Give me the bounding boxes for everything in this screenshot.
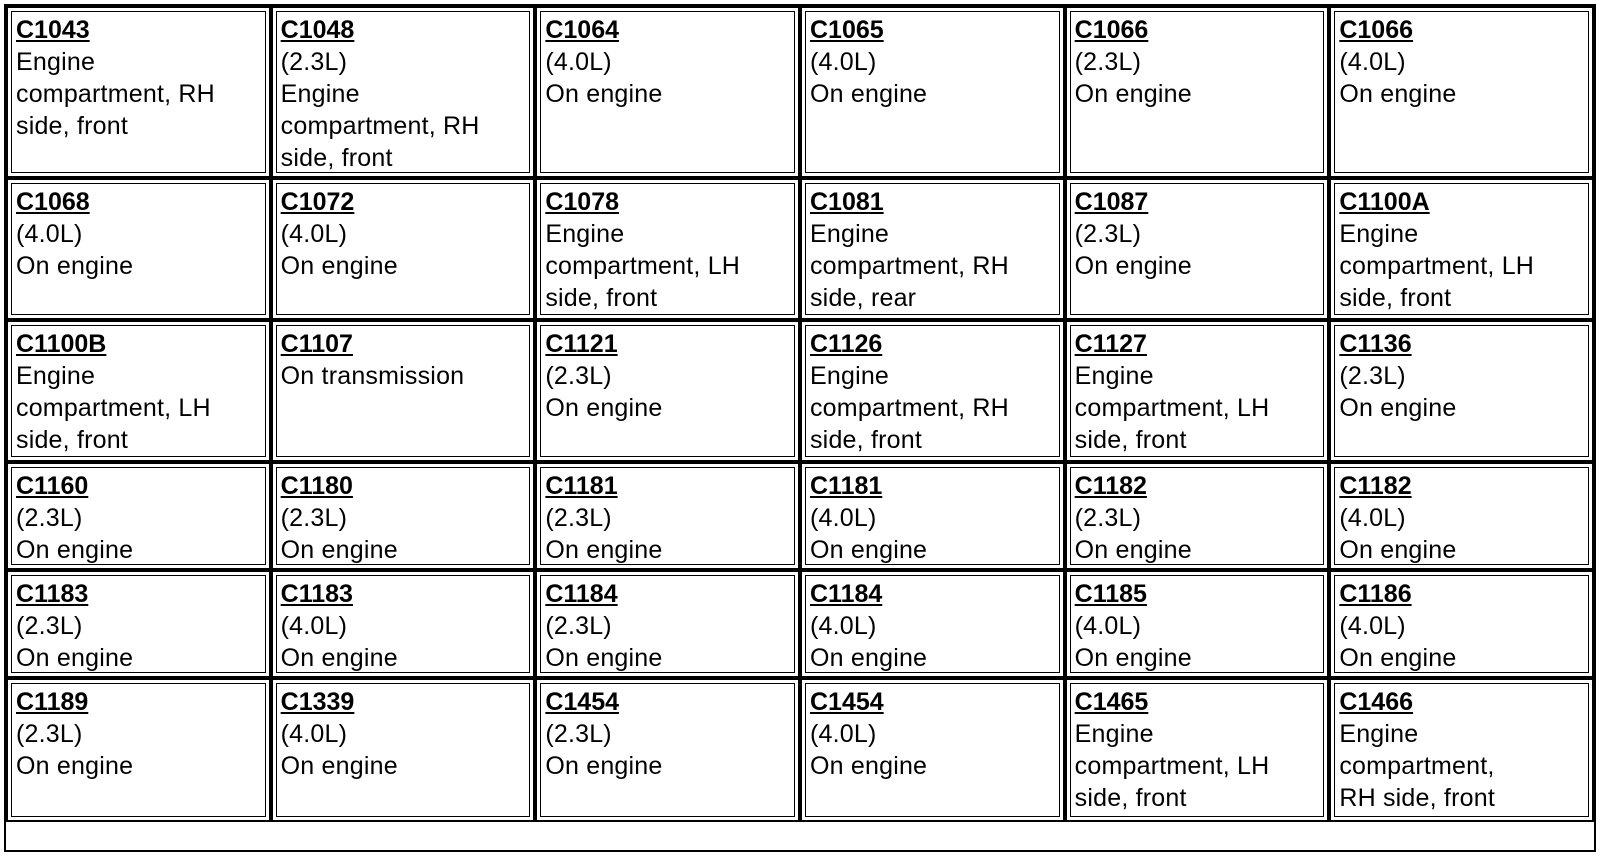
connector-location-line: On engine bbox=[1074, 644, 1192, 672]
connector-location-line: compartment, LH bbox=[1339, 252, 1535, 280]
connector-location-line: (2.3L) bbox=[1074, 48, 1142, 76]
connector-cell bbox=[1329, 678, 1594, 822]
connector-location-line: (4.0L) bbox=[1074, 612, 1142, 640]
connector-cell bbox=[6, 320, 271, 462]
connector-cell bbox=[1065, 320, 1330, 462]
connector-code-link[interactable]: C1100A bbox=[1339, 188, 1430, 216]
connector-location-line: On engine bbox=[280, 536, 398, 564]
connector-location-line: Engine bbox=[809, 220, 890, 248]
connector-code-link[interactable]: C1064 bbox=[545, 16, 619, 44]
connector-code-link[interactable]: C1180 bbox=[280, 472, 353, 500]
connector-cell bbox=[1329, 570, 1594, 678]
connector-location-line: (2.3L) bbox=[545, 612, 612, 640]
connector-code-link[interactable]: C1048 bbox=[280, 16, 355, 44]
connector-location-line: On engine bbox=[1339, 80, 1457, 108]
connector-location-line: On engine bbox=[545, 80, 663, 108]
connector-code-link[interactable]: C1184 bbox=[809, 580, 883, 608]
connector-cell bbox=[535, 678, 800, 822]
connector-code-link[interactable]: C1127 bbox=[1074, 330, 1147, 358]
connector-cell bbox=[6, 6, 271, 178]
connector-location-line: On engine bbox=[809, 536, 928, 564]
connector-code-link[interactable]: C1184 bbox=[545, 580, 618, 608]
connector-location-line: On engine bbox=[1074, 80, 1192, 108]
connector-cell bbox=[800, 462, 1065, 570]
connector-code-link[interactable]: C1078 bbox=[545, 188, 619, 216]
connector-cell bbox=[1329, 178, 1594, 320]
connector-cell bbox=[271, 570, 536, 678]
connector-code-link[interactable]: C1182 bbox=[1074, 472, 1147, 500]
connector-cell bbox=[535, 462, 800, 570]
connector-cell bbox=[6, 178, 271, 320]
connector-location-line: side, front bbox=[1339, 284, 1452, 312]
connector-location-table bbox=[4, 4, 1596, 852]
connector-location-line: compartment, RH bbox=[809, 394, 1009, 422]
connector-location-line: Engine bbox=[16, 362, 96, 390]
connector-location-line: Engine bbox=[1074, 362, 1154, 390]
connector-location-line: side, front bbox=[1074, 426, 1187, 454]
connector-code-link[interactable]: C1068 bbox=[16, 188, 90, 216]
connector-location-line: side, rear bbox=[809, 284, 917, 312]
connector-cell bbox=[535, 320, 800, 462]
connector-location-line: compartment, LH bbox=[545, 252, 741, 280]
connector-code-link[interactable]: C1126 bbox=[809, 330, 883, 358]
connector-location-line: (2.3L) bbox=[545, 720, 612, 748]
connector-location-line: (4.0L) bbox=[1339, 48, 1406, 76]
connector-code-link[interactable]: C1072 bbox=[280, 188, 355, 216]
connector-location-line: (2.3L) bbox=[16, 504, 83, 532]
connector-location-line: compartment, RH bbox=[16, 80, 215, 108]
connector-code-link[interactable]: C1182 bbox=[1339, 472, 1412, 500]
connector-location-line: On engine bbox=[545, 536, 663, 564]
connector-location-line: (4.0L) bbox=[1339, 612, 1406, 640]
connector-cell bbox=[535, 6, 800, 178]
connector-location-line: compartment, LH bbox=[1074, 394, 1270, 422]
connector-cell bbox=[271, 678, 536, 822]
connector-code-link[interactable]: C1181 bbox=[809, 472, 883, 500]
connector-location-line: (4.0L) bbox=[809, 48, 877, 76]
connector-code-link[interactable]: C1065 bbox=[809, 16, 884, 44]
connector-code-link[interactable]: C1454 bbox=[809, 688, 884, 716]
connector-cell bbox=[535, 178, 800, 320]
connector-code-link[interactable]: C1465 bbox=[1074, 688, 1149, 716]
connector-code-link[interactable]: C1181 bbox=[545, 472, 618, 500]
connector-code-link[interactable]: C1107 bbox=[280, 330, 353, 358]
connector-location-line: (4.0L) bbox=[809, 504, 877, 532]
connector-code-link[interactable]: C1081 bbox=[809, 188, 884, 216]
connector-location-line: (2.3L) bbox=[1074, 504, 1142, 532]
connector-cell bbox=[271, 6, 536, 178]
connector-cell bbox=[800, 178, 1065, 320]
connector-location-line: (4.0L) bbox=[280, 720, 348, 748]
connector-cell bbox=[1065, 178, 1330, 320]
connector-cell bbox=[271, 462, 536, 570]
connector-location-line: Engine bbox=[1339, 720, 1419, 748]
connector-cell bbox=[6, 462, 271, 570]
connector-location-line: side, front bbox=[1074, 784, 1187, 812]
connector-code-link[interactable]: C1466 bbox=[1339, 688, 1413, 716]
connector-location-line: side, front bbox=[280, 144, 393, 172]
connector-location-line: Engine bbox=[809, 362, 890, 390]
connector-cell bbox=[1065, 462, 1330, 570]
connector-location-line: Engine bbox=[1339, 220, 1419, 248]
connector-location-line: On engine bbox=[1074, 536, 1192, 564]
connector-location-line: (4.0L) bbox=[1339, 504, 1406, 532]
connector-location-line: (2.3L) bbox=[280, 48, 348, 76]
connector-cell bbox=[800, 570, 1065, 678]
connector-location-line: On engine bbox=[809, 80, 928, 108]
connector-cell bbox=[1065, 6, 1330, 178]
connector-cell bbox=[271, 320, 536, 462]
connector-code-link[interactable]: C1454 bbox=[545, 688, 619, 716]
connector-location-line: (2.3L) bbox=[16, 720, 83, 748]
connector-location-line: On engine bbox=[545, 752, 663, 780]
connector-location-line: On engine bbox=[16, 536, 134, 564]
connector-location-line: compartment, bbox=[1339, 752, 1495, 780]
connector-location-line: (4.0L) bbox=[280, 220, 348, 248]
connector-location-line: On transmission bbox=[280, 362, 465, 390]
connector-location-line: compartment, RH bbox=[280, 112, 480, 140]
connector-location-line: On engine bbox=[1339, 536, 1457, 564]
connector-location-line: On engine bbox=[1339, 394, 1457, 422]
connector-location-line: (4.0L) bbox=[280, 612, 348, 640]
connector-code-link[interactable]: C1100B bbox=[16, 330, 107, 358]
connector-cell bbox=[1329, 462, 1594, 570]
connector-location-line: Engine bbox=[545, 220, 625, 248]
connector-location-line: On engine bbox=[809, 644, 928, 672]
connector-location-line: On engine bbox=[280, 752, 398, 780]
connector-cell bbox=[1065, 678, 1330, 822]
connector-location-line: (2.3L) bbox=[280, 504, 348, 532]
connector-code-link[interactable]: C1087 bbox=[1074, 188, 1149, 216]
connector-cell bbox=[1329, 6, 1594, 178]
connector-code-link[interactable]: C1136 bbox=[1339, 330, 1412, 358]
connector-location-line: compartment, LH bbox=[1074, 752, 1270, 780]
connector-location-line: compartment, RH bbox=[809, 252, 1009, 280]
connector-location-line: side, front bbox=[16, 112, 128, 140]
connector-location-line: (4.0L) bbox=[545, 48, 612, 76]
connector-cell bbox=[1329, 320, 1594, 462]
connector-location-line: On engine bbox=[545, 394, 663, 422]
connector-location-line: RH side, front bbox=[1339, 784, 1495, 812]
connector-location-line: Engine bbox=[1074, 720, 1154, 748]
connector-location-line: (4.0L) bbox=[16, 220, 83, 248]
connector-code-link[interactable]: C1160 bbox=[16, 472, 89, 500]
connector-code-link[interactable]: C1043 bbox=[16, 16, 90, 44]
connector-location-line: (2.3L) bbox=[1339, 362, 1406, 390]
connector-location-line: (2.3L) bbox=[16, 612, 83, 640]
connector-location-line: (2.3L) bbox=[545, 504, 612, 532]
connector-location-line: (4.0L) bbox=[809, 720, 877, 748]
connector-location-line: On engine bbox=[809, 752, 928, 780]
connector-location-line: On engine bbox=[280, 252, 398, 280]
connector-location-line: (2.3L) bbox=[545, 362, 612, 390]
connector-location-line: On engine bbox=[16, 752, 134, 780]
connector-cell bbox=[271, 178, 536, 320]
connector-code-link[interactable]: C1186 bbox=[1339, 580, 1412, 608]
connector-location-line: Engine bbox=[16, 48, 96, 76]
connector-cell bbox=[800, 6, 1065, 178]
connector-location-line: On engine bbox=[1339, 644, 1457, 672]
connector-location-line: (4.0L) bbox=[809, 612, 877, 640]
connector-cell bbox=[535, 570, 800, 678]
connector-code-link[interactable]: C1189 bbox=[16, 688, 89, 716]
connector-cell bbox=[800, 678, 1065, 822]
connector-code-link[interactable]: C1185 bbox=[1074, 580, 1147, 608]
connector-code-link[interactable]: C1183 bbox=[280, 580, 353, 608]
connector-cell bbox=[6, 570, 271, 678]
connector-cell bbox=[800, 320, 1065, 462]
connector-code-link[interactable]: C1066 bbox=[1074, 16, 1149, 44]
connector-location-line: side, front bbox=[16, 426, 128, 454]
connector-location-line: On engine bbox=[280, 644, 398, 672]
connector-cell bbox=[6, 678, 271, 822]
connector-location-line: compartment, LH bbox=[16, 394, 211, 422]
connector-location-line: Engine bbox=[280, 80, 360, 108]
connector-code-link[interactable]: C1183 bbox=[16, 580, 89, 608]
connector-location-line: On engine bbox=[16, 252, 134, 280]
connector-location-line: side, front bbox=[809, 426, 922, 454]
connector-code-link[interactable]: C1066 bbox=[1339, 16, 1413, 44]
connector-location-line: On engine bbox=[545, 644, 663, 672]
connector-location-line: side, front bbox=[545, 284, 658, 312]
connector-location-line: On engine bbox=[16, 644, 134, 672]
connector-cell bbox=[1065, 570, 1330, 678]
connector-code-link[interactable]: C1121 bbox=[545, 330, 618, 358]
connector-code-link[interactable]: C1339 bbox=[280, 688, 355, 716]
connector-location-line: (2.3L) bbox=[1074, 220, 1142, 248]
connector-location-line: On engine bbox=[1074, 252, 1192, 280]
